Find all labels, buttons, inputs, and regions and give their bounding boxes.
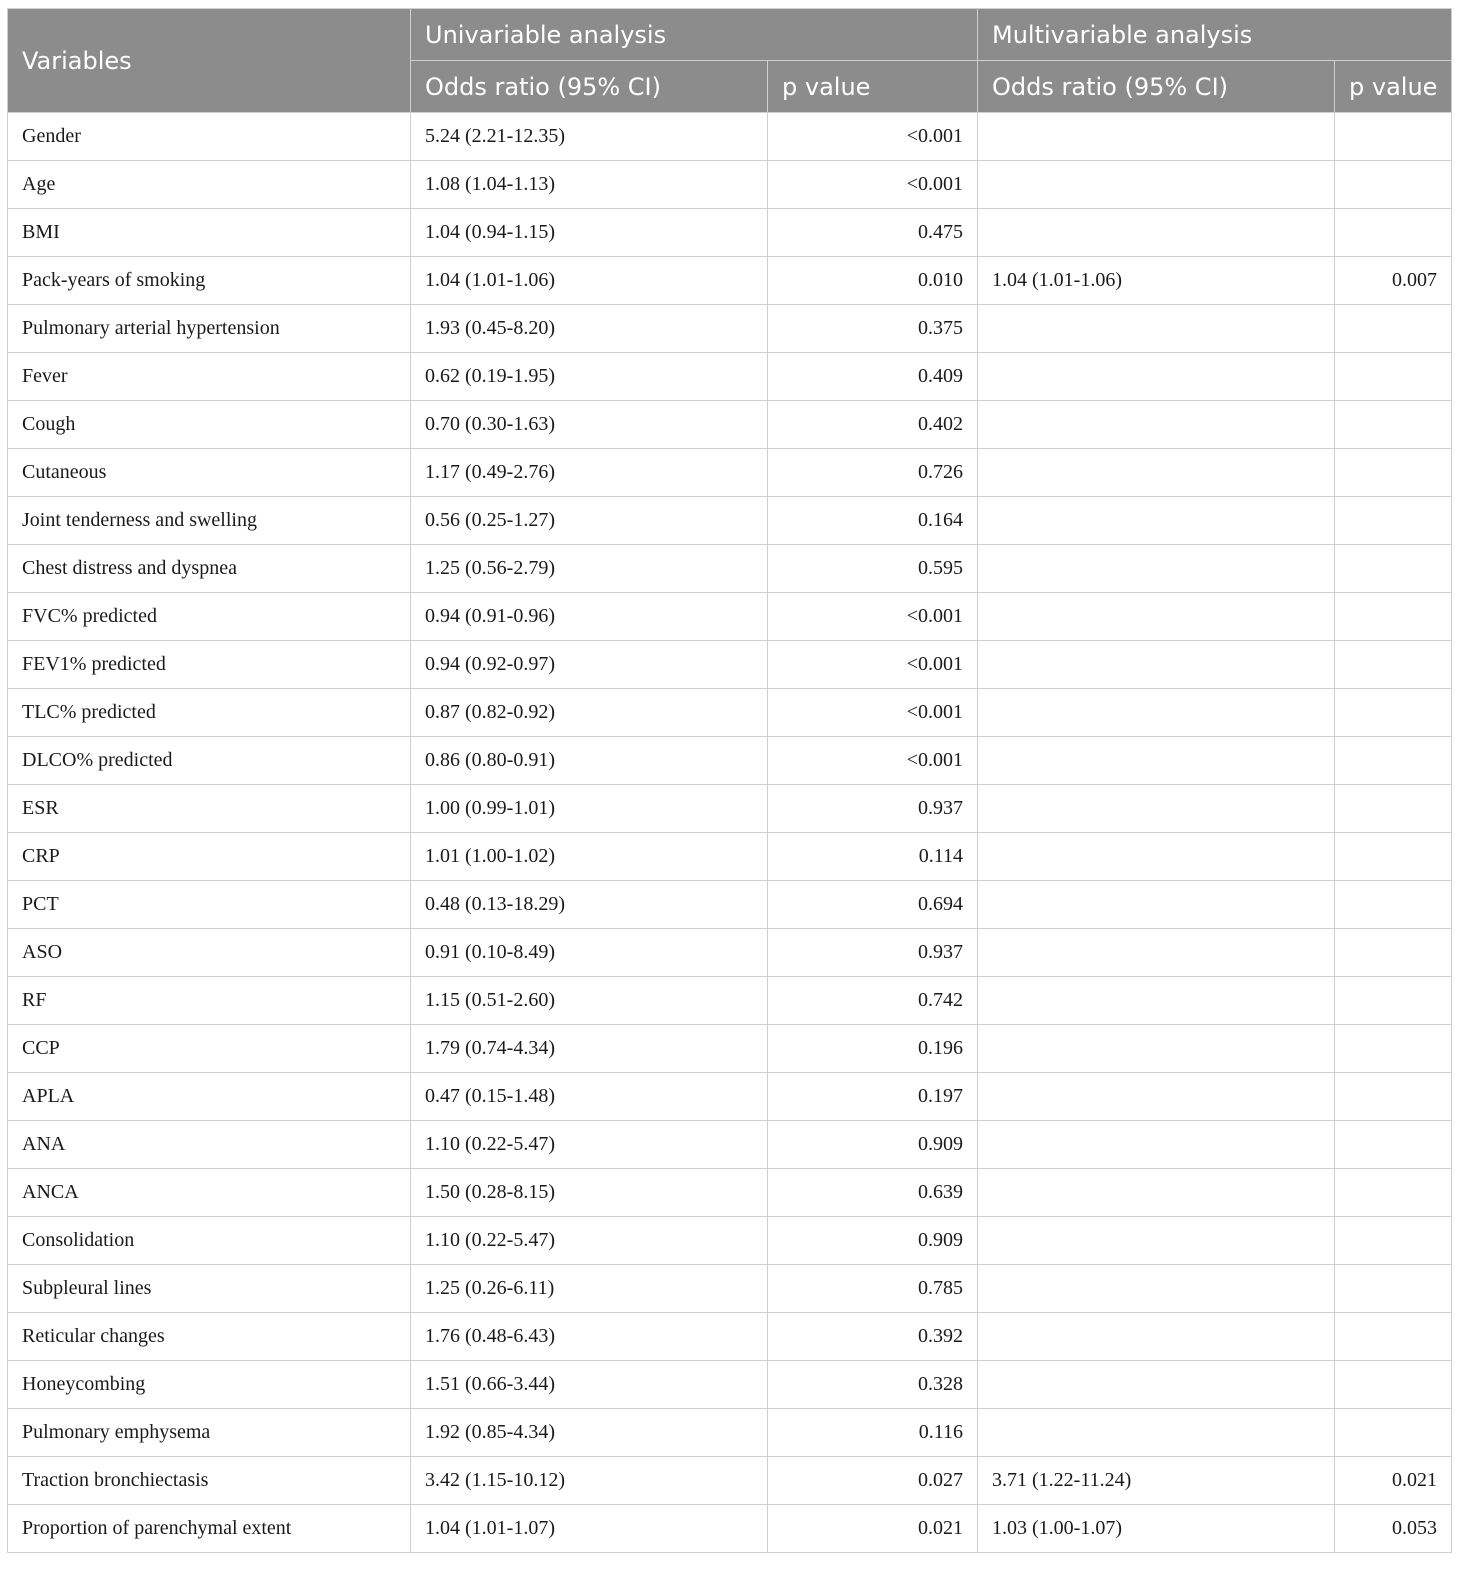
- variable-cell: Pulmonary arterial hypertension: [8, 305, 411, 353]
- variable-cell: Proportion of parenchymal extent: [8, 1505, 411, 1553]
- multivariable-odds-ratio-cell: [978, 1409, 1335, 1457]
- multivariable-odds-ratio-header: Odds ratio (95% CI): [978, 61, 1335, 113]
- multivariable-p-value-cell: [1335, 737, 1452, 785]
- univariable-odds-ratio-cell: 1.10 (0.22-5.47): [411, 1121, 768, 1169]
- univariable-odds-ratio-cell: 1.01 (1.00-1.02): [411, 833, 768, 881]
- univariable-p-value-cell: 0.116: [768, 1409, 978, 1457]
- univariable-p-value-cell: 0.937: [768, 929, 978, 977]
- univariable-odds-ratio-cell: 0.94 (0.91-0.96): [411, 593, 768, 641]
- variable-cell: CRP: [8, 833, 411, 881]
- table-row: [8, 785, 1452, 833]
- multivariable-odds-ratio-cell: [978, 1313, 1335, 1361]
- table-row: [8, 449, 1452, 497]
- table-row: [8, 1073, 1452, 1121]
- univariable-odds-ratio-cell: 1.04 (0.94-1.15): [411, 209, 768, 257]
- multivariable-p-value-cell: [1335, 689, 1452, 737]
- table-body: [8, 113, 1452, 1553]
- multivariable-p-value-header: p value: [1335, 61, 1452, 113]
- variable-cell: CCP: [8, 1025, 411, 1073]
- multivariable-odds-ratio-cell: [978, 737, 1335, 785]
- multivariable-p-value-cell: [1335, 1073, 1452, 1121]
- multivariable-p-value-cell: [1335, 881, 1452, 929]
- multivariable-odds-ratio-cell: [978, 641, 1335, 689]
- multivariable-odds-ratio-cell: [978, 785, 1335, 833]
- univariable-odds-ratio-cell: 5.24 (2.21-12.35): [411, 113, 768, 161]
- multivariable-p-value-cell: [1335, 497, 1452, 545]
- variable-cell: Joint tenderness and swelling: [8, 497, 411, 545]
- table-row: [8, 1505, 1452, 1553]
- table-row: [8, 833, 1452, 881]
- univariable-p-value-cell: 0.742: [768, 977, 978, 1025]
- univariable-odds-ratio-cell: 3.42 (1.15-10.12): [411, 1457, 768, 1505]
- univariable-odds-ratio-cell: 1.51 (0.66-3.44): [411, 1361, 768, 1409]
- table-row: [8, 353, 1452, 401]
- univariable-p-value-cell: 0.328: [768, 1361, 978, 1409]
- multivariable-p-value-cell: [1335, 785, 1452, 833]
- multivariable-odds-ratio-cell: [978, 833, 1335, 881]
- variable-cell: Honeycombing: [8, 1361, 411, 1409]
- variable-cell: Gender: [8, 113, 411, 161]
- multivariable-odds-ratio-cell: [978, 545, 1335, 593]
- univariable-p-value-cell: 0.010: [768, 257, 978, 305]
- multivariable-odds-ratio-cell: [978, 1169, 1335, 1217]
- variable-cell: Consolidation: [8, 1217, 411, 1265]
- univariable-odds-ratio-cell: 0.47 (0.15-1.48): [411, 1073, 768, 1121]
- table-row: [8, 1169, 1452, 1217]
- multivariable-p-value-cell: 0.053: [1335, 1505, 1452, 1553]
- univariable-p-value-cell: 0.909: [768, 1217, 978, 1265]
- univariable-p-value-cell: 0.785: [768, 1265, 978, 1313]
- multivariable-p-value-cell: [1335, 1121, 1452, 1169]
- table-row: [8, 641, 1452, 689]
- multivariable-odds-ratio-cell: [978, 497, 1335, 545]
- univariable-odds-ratio-cell: 1.04 (1.01-1.07): [411, 1505, 768, 1553]
- multivariable-p-value-cell: [1335, 593, 1452, 641]
- table-header: [8, 9, 1452, 113]
- variable-cell: Cough: [8, 401, 411, 449]
- variable-cell: FVC% predicted: [8, 593, 411, 641]
- univariable-p-value-cell: 0.937: [768, 785, 978, 833]
- multivariable-odds-ratio-cell: [978, 689, 1335, 737]
- multivariable-odds-ratio-cell: [978, 1265, 1335, 1313]
- multivariable-p-value-cell: [1335, 1313, 1452, 1361]
- table-row: [8, 1025, 1452, 1073]
- multivariable-p-value-cell: [1335, 1025, 1452, 1073]
- variable-cell: FEV1% predicted: [8, 641, 411, 689]
- multivariable-odds-ratio-cell: [978, 449, 1335, 497]
- multivariable-odds-ratio-cell: [978, 305, 1335, 353]
- multivariable-odds-ratio-cell: [978, 1025, 1335, 1073]
- table-row: [8, 689, 1452, 737]
- univariable-odds-ratio-header: Odds ratio (95% CI): [411, 61, 768, 113]
- variable-cell: PCT: [8, 881, 411, 929]
- table-row: [8, 737, 1452, 785]
- variable-cell: Pulmonary emphysema: [8, 1409, 411, 1457]
- univariable-odds-ratio-cell: 0.94 (0.92-0.97): [411, 641, 768, 689]
- univariable-odds-ratio-cell: 1.25 (0.26-6.11): [411, 1265, 768, 1313]
- variable-cell: Fever: [8, 353, 411, 401]
- univariable-header: Univariable analysis: [411, 9, 978, 61]
- variable-cell: Cutaneous: [8, 449, 411, 497]
- multivariable-odds-ratio-cell: [978, 1121, 1335, 1169]
- univariable-odds-ratio-cell: 1.93 (0.45-8.20): [411, 305, 768, 353]
- multivariable-p-value-cell: [1335, 1361, 1452, 1409]
- univariable-odds-ratio-cell: 0.86 (0.80-0.91): [411, 737, 768, 785]
- univariable-p-value-cell: 0.402: [768, 401, 978, 449]
- multivariable-odds-ratio-cell: [978, 209, 1335, 257]
- regression-results-table: [7, 8, 1452, 1553]
- univariable-p-value-cell: 0.909: [768, 1121, 978, 1169]
- multivariable-p-value-cell: [1335, 641, 1452, 689]
- univariable-p-value-cell: 0.375: [768, 305, 978, 353]
- multivariable-odds-ratio-cell: [978, 929, 1335, 977]
- univariable-odds-ratio-cell: 1.76 (0.48-6.43): [411, 1313, 768, 1361]
- multivariable-p-value-cell: [1335, 353, 1452, 401]
- variables-header: Variables: [8, 9, 411, 113]
- multivariable-odds-ratio-cell: [978, 593, 1335, 641]
- table-row: [8, 1217, 1452, 1265]
- univariable-odds-ratio-cell: 0.62 (0.19-1.95): [411, 353, 768, 401]
- table-row: [8, 1361, 1452, 1409]
- table-row: [8, 1457, 1452, 1505]
- multivariable-p-value-cell: [1335, 161, 1452, 209]
- multivariable-odds-ratio-cell: [978, 881, 1335, 929]
- univariable-p-value-cell: <0.001: [768, 737, 978, 785]
- table-row: [8, 929, 1452, 977]
- variable-cell: TLC% predicted: [8, 689, 411, 737]
- univariable-odds-ratio-cell: 0.91 (0.10-8.49): [411, 929, 768, 977]
- multivariable-p-value-cell: [1335, 929, 1452, 977]
- univariable-odds-ratio-cell: 0.48 (0.13-18.29): [411, 881, 768, 929]
- univariable-odds-ratio-cell: 1.15 (0.51-2.60): [411, 977, 768, 1025]
- variable-cell: Chest distress and dyspnea: [8, 545, 411, 593]
- multivariable-odds-ratio-cell: [978, 401, 1335, 449]
- multivariable-p-value-cell: [1335, 545, 1452, 593]
- multivariable-p-value-cell: 0.007: [1335, 257, 1452, 305]
- variable-cell: ESR: [8, 785, 411, 833]
- univariable-p-value-cell: <0.001: [768, 641, 978, 689]
- univariable-p-value-cell: 0.639: [768, 1169, 978, 1217]
- univariable-odds-ratio-cell: 0.56 (0.25-1.27): [411, 497, 768, 545]
- variable-cell: ANCA: [8, 1169, 411, 1217]
- variable-cell: APLA: [8, 1073, 411, 1121]
- variable-cell: ASO: [8, 929, 411, 977]
- univariable-odds-ratio-cell: 1.04 (1.01-1.06): [411, 257, 768, 305]
- variable-cell: RF: [8, 977, 411, 1025]
- multivariable-odds-ratio-cell: 1.04 (1.01-1.06): [978, 257, 1335, 305]
- multivariable-odds-ratio-cell: [978, 1073, 1335, 1121]
- univariable-p-value-cell: 0.197: [768, 1073, 978, 1121]
- univariable-p-value-cell: 0.021: [768, 1505, 978, 1553]
- table-row: [8, 305, 1452, 353]
- variable-cell: Age: [8, 161, 411, 209]
- univariable-p-value-cell: <0.001: [768, 593, 978, 641]
- variable-cell: ANA: [8, 1121, 411, 1169]
- table-row: [8, 161, 1452, 209]
- header-row-groups: [8, 9, 1452, 61]
- multivariable-p-value-cell: [1335, 1409, 1452, 1457]
- table-row: [8, 1121, 1452, 1169]
- univariable-p-value-cell: 0.392: [768, 1313, 978, 1361]
- univariable-p-value-cell: 0.164: [768, 497, 978, 545]
- univariable-p-value-cell: 0.475: [768, 209, 978, 257]
- multivariable-p-value-cell: [1335, 1169, 1452, 1217]
- multivariable-odds-ratio-cell: [978, 353, 1335, 401]
- multivariable-p-value-cell: [1335, 833, 1452, 881]
- table-row: [8, 1265, 1452, 1313]
- table-row: [8, 545, 1452, 593]
- univariable-odds-ratio-cell: 1.17 (0.49-2.76): [411, 449, 768, 497]
- multivariable-p-value-cell: 0.021: [1335, 1457, 1452, 1505]
- multivariable-odds-ratio-cell: [978, 1361, 1335, 1409]
- table-row: [8, 977, 1452, 1025]
- multivariable-odds-ratio-cell: [978, 1217, 1335, 1265]
- variable-cell: Pack-years of smoking: [8, 257, 411, 305]
- multivariable-p-value-cell: [1335, 113, 1452, 161]
- univariable-p-value-cell: 0.196: [768, 1025, 978, 1073]
- univariable-odds-ratio-cell: 1.00 (0.99-1.01): [411, 785, 768, 833]
- multivariable-header: Multivariable analysis: [978, 9, 1452, 61]
- univariable-p-value-cell: 0.726: [768, 449, 978, 497]
- multivariable-odds-ratio-cell: [978, 161, 1335, 209]
- multivariable-p-value-cell: [1335, 305, 1452, 353]
- table-row: [8, 593, 1452, 641]
- table-row: [8, 257, 1452, 305]
- table-row: [8, 209, 1452, 257]
- univariable-p-value-header: p value: [768, 61, 978, 113]
- variable-cell: BMI: [8, 209, 411, 257]
- variable-cell: Subpleural lines: [8, 1265, 411, 1313]
- univariable-odds-ratio-cell: 1.79 (0.74-4.34): [411, 1025, 768, 1073]
- univariable-p-value-cell: 0.694: [768, 881, 978, 929]
- table-row: [8, 881, 1452, 929]
- univariable-odds-ratio-cell: 0.87 (0.82-0.92): [411, 689, 768, 737]
- multivariable-p-value-cell: [1335, 1265, 1452, 1313]
- multivariable-p-value-cell: [1335, 209, 1452, 257]
- multivariable-p-value-cell: [1335, 401, 1452, 449]
- multivariable-p-value-cell: [1335, 1217, 1452, 1265]
- variable-cell: DLCO% predicted: [8, 737, 411, 785]
- univariable-odds-ratio-cell: 1.25 (0.56-2.79): [411, 545, 768, 593]
- multivariable-p-value-cell: [1335, 977, 1452, 1025]
- univariable-p-value-cell: <0.001: [768, 689, 978, 737]
- variable-cell: Reticular changes: [8, 1313, 411, 1361]
- table-row: [8, 113, 1452, 161]
- table-row: [8, 1313, 1452, 1361]
- univariable-odds-ratio-cell: 1.08 (1.04-1.13): [411, 161, 768, 209]
- multivariable-odds-ratio-cell: 3.71 (1.22-11.24): [978, 1457, 1335, 1505]
- table-row: [8, 401, 1452, 449]
- univariable-p-value-cell: 0.595: [768, 545, 978, 593]
- univariable-odds-ratio-cell: 0.70 (0.30-1.63): [411, 401, 768, 449]
- variable-cell: Traction bronchiectasis: [8, 1457, 411, 1505]
- multivariable-odds-ratio-cell: [978, 113, 1335, 161]
- univariable-odds-ratio-cell: 1.10 (0.22-5.47): [411, 1217, 768, 1265]
- univariable-p-value-cell: 0.027: [768, 1457, 978, 1505]
- multivariable-p-value-cell: [1335, 449, 1452, 497]
- univariable-odds-ratio-cell: 1.92 (0.85-4.34): [411, 1409, 768, 1457]
- multivariable-odds-ratio-cell: 1.03 (1.00-1.07): [978, 1505, 1335, 1553]
- table-row: [8, 1409, 1452, 1457]
- multivariable-odds-ratio-cell: [978, 977, 1335, 1025]
- univariable-p-value-cell: 0.114: [768, 833, 978, 881]
- univariable-p-value-cell: <0.001: [768, 113, 978, 161]
- univariable-odds-ratio-cell: 1.50 (0.28-8.15): [411, 1169, 768, 1217]
- univariable-p-value-cell: <0.001: [768, 161, 978, 209]
- table-row: [8, 497, 1452, 545]
- univariable-p-value-cell: 0.409: [768, 353, 978, 401]
